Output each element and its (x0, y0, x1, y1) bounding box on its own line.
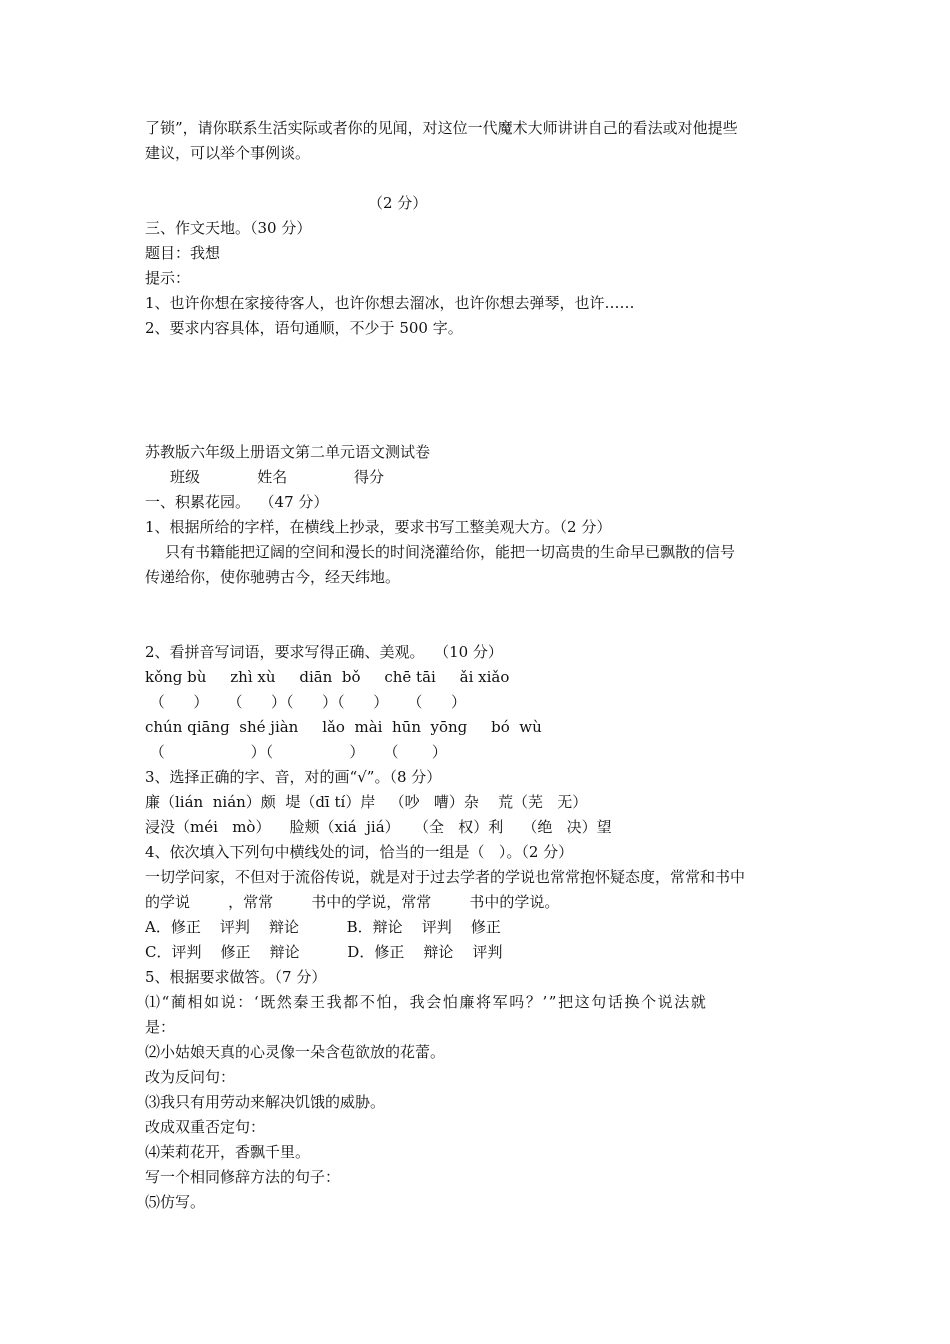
pinyin-row: chún qiānɡ shé jiàn lǎo mài hūn yōnɡ bó wù (145, 718, 542, 736)
copy-passage: 传递给你，使你驰骋古今，经天纬地。 (145, 568, 401, 586)
question-2: 2、看拼音写词语，要求写得正确、美观。 （10 分） (145, 643, 503, 661)
question-5-item: 改成双重否定句： (145, 1118, 266, 1136)
text-line: 了锁”，请你联系生活实际或者你的见闻，对这位一代魔术大师讲讲自己的看法或对他提些 (145, 119, 738, 137)
text-line: 题目：我想 (145, 244, 221, 262)
question-4-text: 一切学问家，不但对于流俗传说，就是对于过去学者的学说也常常抱怀疑态度，常常和书中 (145, 868, 746, 886)
answer-blanks: （ ）（ ） （ ） (145, 743, 447, 761)
name-fields: 班级 姓名 得分 (170, 468, 384, 486)
question-3: 3、选择正确的字、音，对的画“√”。（8 分） (145, 768, 442, 786)
question-5-item: ⑷茉莉花开，香飘千里。 (145, 1143, 311, 1161)
option-row: C．评判 修正 辩论 D．修正 辩论 评判 (145, 943, 503, 961)
question-5-item: 改为反问句： (145, 1068, 236, 1086)
question-5-item: ⑶我只有用劳动来解决饥饿的威胁。 (145, 1093, 386, 1111)
choice-row: 浸没（méi mò） 脸颊（xiá jiá） （全 权）利 （绝 决）望 (145, 818, 612, 836)
copy-passage: 只有书籍能把辽阔的空间和漫长的时间浇灌给你，能把一切高贵的生命早已飘散的信号 (165, 543, 736, 561)
text-line: 2、要求内容具体，语句通顺，不少于 500 字。 (145, 319, 463, 337)
pinyin-row: kǒnɡ bù zhì xù diān bǒ chē tāi ǎi xiǎo (145, 668, 510, 686)
option-row: A．修正 评判 辩论 B．辩论 评判 修正 (145, 918, 501, 936)
question-5-item: ⑵小姑娘天真的心灵像一朵含苞欲放的花蕾。 (145, 1043, 446, 1061)
question-1: 1、根据所给的字样，在横线上抄录，要求书写工整美观大方。（2 分） (145, 518, 612, 536)
text-line: 1、也许你想在家接待客人，也许你想去溜冰，也许你想去弹琴，也许…… (145, 294, 635, 312)
question-5-item: ⑸仿写。 (145, 1193, 206, 1211)
text-line: 提示： (145, 269, 191, 287)
question-5-item: 写一个相同修辞方法的句子： (145, 1168, 341, 1186)
question-5-item: ⑴“蔺相如说：‘既然秦王我都不怕，我会怕廉将军吗？’”把这句话换个说法就 (145, 993, 708, 1011)
section-heading: 三、作文天地。（30 分） (145, 219, 312, 237)
answer-blanks: （ ） （ ）（ ）（ ） （ ） (145, 693, 466, 711)
question-4-text: 的学说 ，常常 书中的学说，常常 书中的学说。 (145, 893, 560, 911)
text-line: 建议，可以举个事例谈。 (145, 144, 311, 162)
question-5-item: 是： (145, 1018, 176, 1036)
question-4: 4、依次填入下列句中横线处的词，恰当的一组是（ ）。（2 分） (145, 843, 574, 861)
score-note: （2 分） (368, 194, 428, 212)
section-heading: 一、积累花园。 （47 分） (145, 493, 329, 511)
question-5: 5、根据要求做答。（7 分） (145, 968, 327, 986)
choice-row: 廉（lián nián）颇 堤（dī tí）岸 （吵 嘈）杂 荒（芜 无） (145, 793, 588, 811)
page-title: 苏教版六年级上册语文第二单元语文测试卷 (145, 443, 431, 461)
